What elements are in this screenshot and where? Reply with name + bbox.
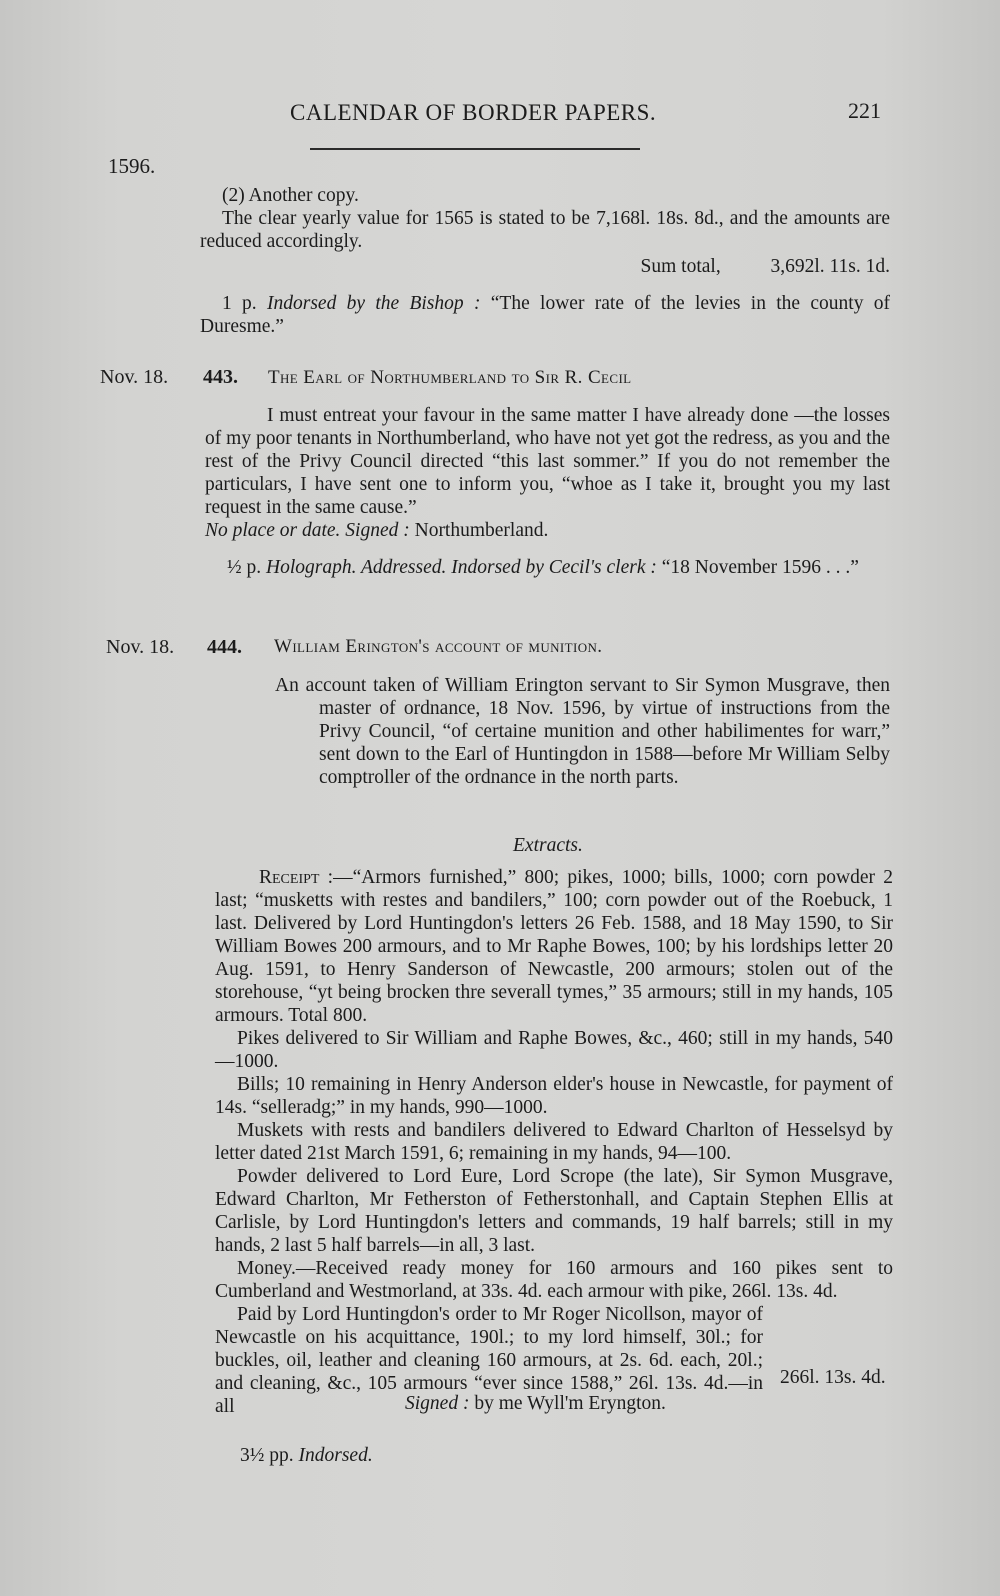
bishop-note-pages: 1 p. — [222, 293, 257, 314]
entry-443-place: No place or date. — [205, 520, 341, 541]
sum-total-line — [200, 255, 890, 278]
entry-443-letter: I must entreat your favour in the same matter I have already done —the losses of my poor tenants in Northumberland, who have not yet got the redress, as you and the rest of the Privy Council directed “this last sommer.” If you do not remember the particulars, I have sent one to inform you, “whoe as I take it, brought you my last request in the same cause.” — [205, 405, 890, 518]
entry-444-extracts-block — [215, 866, 893, 1418]
entry-444-number: 444. — [207, 636, 242, 658]
entry-444-footer-note: Indorsed. — [298, 1445, 373, 1466]
year-margin: 1596. — [108, 154, 156, 178]
sum-total-label: Sum total, — [640, 256, 721, 277]
entry-443-signed-label: Signed : — [345, 520, 410, 541]
entry-443-number: 443. — [203, 366, 238, 388]
paid-total: 266l. 13s. 4d. — [780, 1367, 886, 1388]
entry-444-title: William Erington's account of munition. — [274, 636, 603, 657]
receipt-text: —“Armors furnished,” 800; pikes, 1000; bills, 1000; corn powder 2 last; “musketts with restes and bandilers,” 100; corn powder out of the Roebuck, 1 last. Delivered by Lord Huntingdon's letters 26 Feb. 1588, and 18 May 1590, to Sir William Bowes 200 armours, and to Mr Raphe Bowes, 100; by his lordships letter 20 Aug. 1591, to Henry Sanderson of Newcastle, 200 armours; stolen out of the storehouse, “yt being brocken thre severall tymes,” 35 armours; still in my hands, 105 armours. Total 800. — [215, 867, 894, 1026]
entry-444-signed — [405, 1392, 666, 1415]
entry-444-signed-name: by me Wyll'm Eryngton. — [474, 1393, 666, 1414]
entry-443-note-pages: ½ p. — [227, 557, 262, 578]
entry-443-body — [205, 404, 890, 579]
entry-444-date: Nov. 18. — [106, 636, 175, 658]
another-copy-block — [200, 184, 890, 338]
entry-443-signed-name: Northumberland. — [414, 520, 549, 541]
bills-paragraph: Bills; 10 remaining in Henry Anderson elder's house in Newcastle, for payment of 14s. “selleradg;” in my hands, 990—1000. — [215, 1074, 893, 1118]
muskets-paragraph: Muskets with rests and bandilers delivered to Edward Charlton of Hesselsyd by letter dated 21st March 1591, 6; remaining in my hands, 94—100. — [215, 1120, 893, 1164]
pikes-paragraph: Pikes delivered to Sir William and Raphe Bowes, &c., 460; still in my hands, 540—1000. — [215, 1028, 893, 1072]
entry-444-intro-block — [275, 674, 890, 789]
clear-value-text: The clear yearly value for 1565 is stated to be 7,168l. 18s. 8d., and the amounts are reduced accordingly. — [200, 208, 890, 252]
entry-444-intro: An account taken of William Erington servant to Sir Symon Musgrave, then master of ordnance, 18 Nov. 1596, by virtue of instructions from the Privy Council, “of certaine munition and other habilimentes for warr,” sent down to the Earl of Huntingdon in 1588—before Mr William Selby comptroller of the ordnance in the north parts. — [275, 675, 890, 788]
extracts-heading: Extracts. — [513, 835, 583, 856]
entry-444-footer-pages: 3½ pp. — [240, 1445, 294, 1466]
another-copy-line: (2) Another copy. — [222, 185, 359, 206]
entry-443-note-indorsed: Holograph. Addressed. Indorsed by Cecil's clerk : — [266, 557, 657, 578]
bishop-note-text: “The lower rate of the levies in the county of Duresme.” — [200, 293, 891, 337]
title-rule — [310, 148, 640, 150]
money-paragraph: Money.—Received ready money for 160 armours and 160 pikes sent to Cumberland and Westmorland, at 33s. 4d. each armour with pike, 266l. 13s. 4d. — [215, 1258, 893, 1302]
bishop-note — [200, 292, 890, 338]
entry-443-note — [205, 556, 890, 579]
entry-443-title: The Earl of Northumberland to Sir R. Cecil — [268, 367, 632, 388]
sum-total-value: 3,692l. 11s. 1d. — [770, 256, 890, 277]
running-title: CALENDAR OF BORDER PAPERS. — [290, 100, 657, 125]
receipt-paragraph — [215, 866, 893, 1027]
bishop-note-indorsed: Indorsed by the Bishop : — [267, 293, 481, 314]
receipt-label: Receipt : — [259, 867, 334, 888]
page-number: 221 — [848, 98, 881, 123]
paid-paragraph: Paid by Lord Huntingdon's order to Mr Roger Nicollson, mayor of Newcastle on his acquittance, 190l.; to my lord himself, 30l.; for buckles, oil, leather and cleaning 160 armours, at 2s. 6d. each, 20l.; and cleaning, &c., 105 armours “ever since 1588,” 26l. 13s. 4d.—in all — [215, 1304, 763, 1417]
entry-443-note-text: “18 November 1596 . . .” — [661, 557, 859, 578]
powder-paragraph: Powder delivered to Lord Eure, Lord Scrope (the late), Sir Symon Musgrave, Edward Charlton, Mr Fetherston of Fetherstonhall, and Captain Stephen Ellis at Carlisle, by Lord Huntingdon's letters and commands, 19 half barrels; still in my hands, 2 last 5 half barrels—in all, 3 last. — [215, 1166, 893, 1256]
entry-444-footer — [240, 1444, 373, 1467]
entry-443-place-signed — [205, 519, 890, 542]
entry-443-date: Nov. 18. — [100, 366, 169, 388]
entry-444-signed-label: Signed : — [405, 1393, 470, 1414]
